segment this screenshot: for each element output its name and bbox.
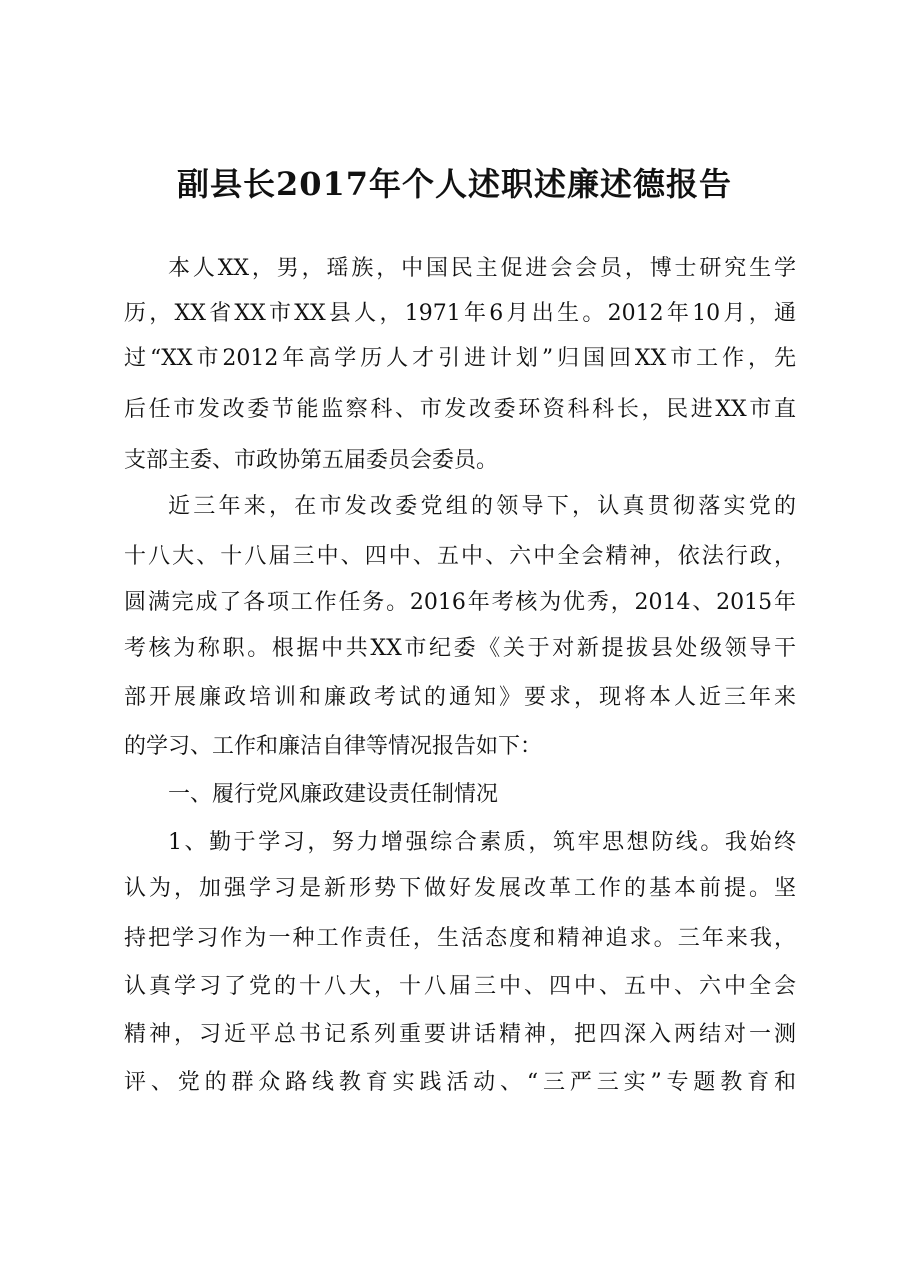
body-line-6: 近三年来，在市发改委党组的领导下，认真贯彻落实党的	[168, 494, 796, 519]
body-line-8: 圆满完成了各项工作任务。2016年考核为优秀，2014、2015年	[124, 590, 796, 615]
document-title: 副县长2017年个人述职述廉述德报告	[176, 165, 733, 203]
body-line-13: 1、勤于学习，努力增强综合素质，筑牢思想防线。我始终	[168, 830, 796, 855]
body-line-9: 考核为称职。根据中共XX市纪委《关于对新提拔县处级领导干	[124, 636, 796, 661]
body-line-15: 持把学习作为一种工作责任，生活态度和精神追求。三年来我，	[124, 926, 796, 951]
body-line-18: 评、党的群众路线教育实践活动、“三严三实”专题教育和	[124, 1070, 796, 1095]
body-line-4: 后任市发改委节能监察科、市发改委环资科科长，民进XX市直	[124, 397, 796, 422]
body-line-16: 认真学习了党的十八大，十八届三中、四中、五中、六中全会	[124, 974, 796, 999]
body-line-2: 历，XX省XX市XX县人，1971年6月出生。2012年10月，通	[124, 301, 796, 326]
body-line-7: 十八大、十八届三中、四中、五中、六中全会精神，依法行政，	[124, 544, 796, 569]
section-heading-1: 一、履行党风廉政建设责任制情况	[168, 782, 499, 807]
body-line-3: 过“XX市2012年高学历人才引进计划”归国回XX市工作，先	[124, 346, 796, 371]
body-line-1: 本人XX，男，瑶族，中国民主促进会会员，博士研究生学	[168, 256, 796, 281]
body-line-11: 的学习、工作和廉洁自律等情况报告如下：	[124, 734, 543, 759]
body-line-17: 精神，习近平总书记系列重要讲话精神，把四深入两结对一测	[124, 1022, 796, 1047]
body-line-14: 认为，加强学习是新形势下做好发展改革工作的基本前提。坚	[124, 876, 796, 901]
body-line-10: 部开展廉政培训和廉政考试的通知》要求，现将本人近三年来	[124, 685, 796, 710]
body-line-5: 支部主委、市政协第五届委员会委员。	[124, 448, 499, 473]
